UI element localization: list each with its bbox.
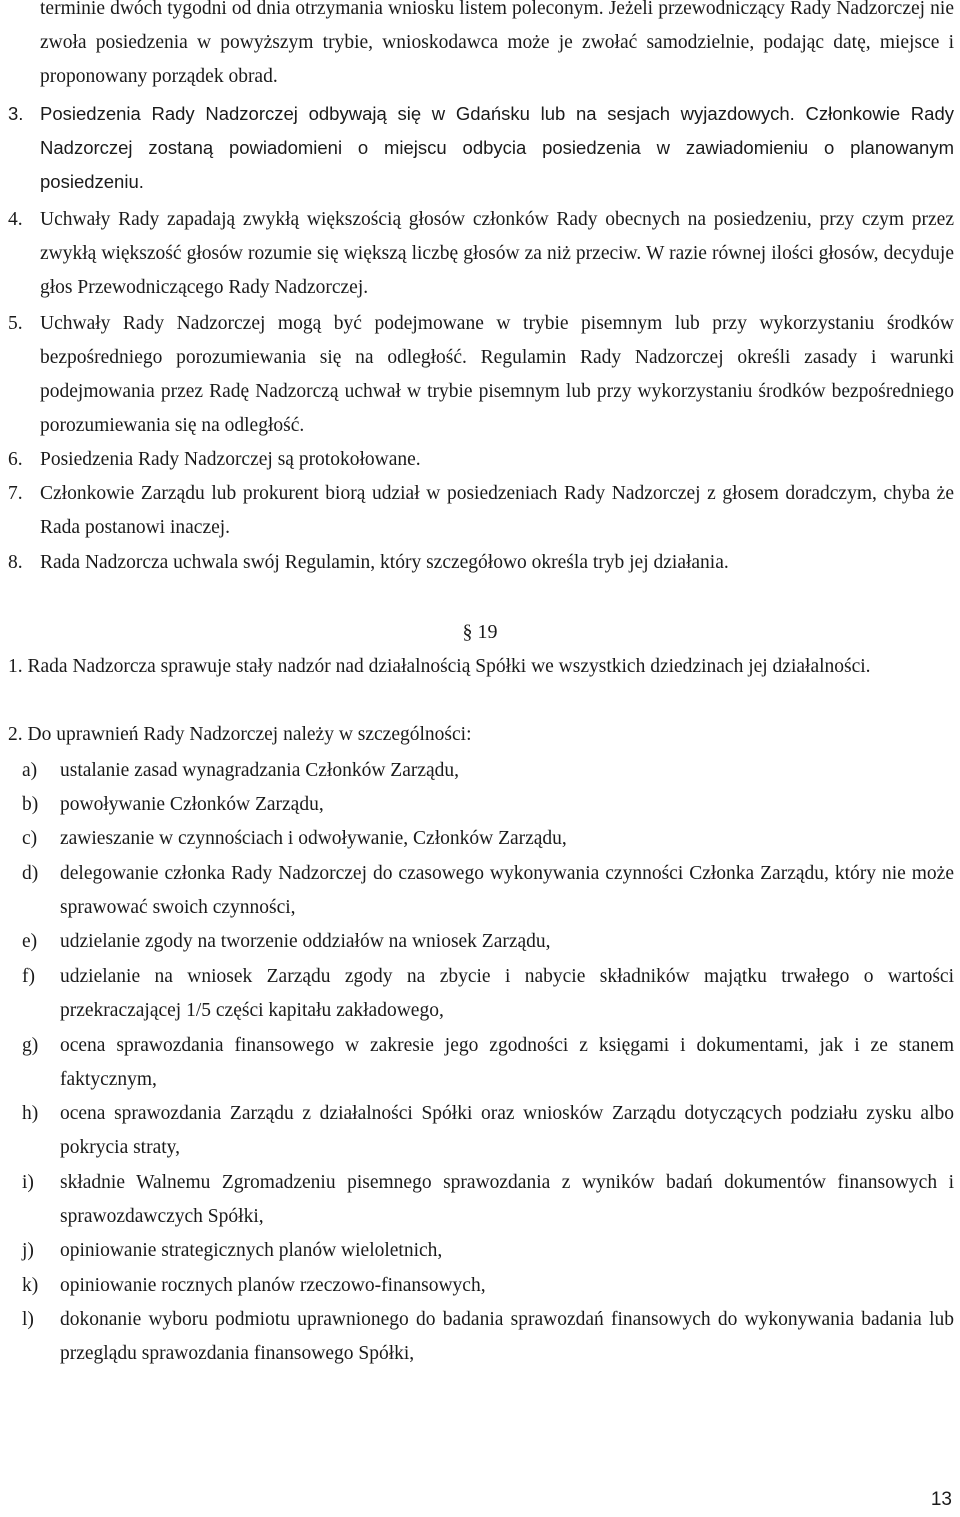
list-item-text: udzielanie zgody na tworzenie oddziałów na wniosek Zarządu, [60, 931, 551, 952]
list-item-text: ustalanie zasad wynagradzania Członków Zarządu, [60, 760, 460, 781]
list-item-k [22, 1269, 954, 1303]
list-item-text: opiniowanie rocznych planów rzeczowo-finansowych, [60, 1275, 486, 1296]
point-number: 8. [8, 552, 23, 573]
list-item-text: ocena sprawozdania Zarządu z działalności Spółki oraz wniosków Zarządu dotyczących podziału zysku albo pokrycia straty, [60, 1103, 954, 1158]
page-number: 13 [930, 1489, 952, 1510]
list-item-text: delegowanie członka Rady Nadzorczej do czasowego wykonywania czynności Członka Zarządu, który nie może sprawować swoich czynności, [60, 863, 954, 918]
list-marker: d) [22, 863, 39, 884]
point-3 [8, 97, 954, 199]
list-item-j [22, 1234, 954, 1268]
point-number: 7. [8, 483, 23, 504]
paragraph-text: 1. Rada Nadzorcza sprawuje stały nadzór nad działalnością Spółki we wszystkich dziedzinach jej działalności. [8, 656, 871, 677]
list-marker: f) [22, 966, 35, 987]
point-number: 6. [8, 449, 23, 470]
section-paragraph-2 [8, 718, 954, 752]
paragraph-text: 2. Do uprawnień Rady Nadzorczej należy w szczególności: [8, 724, 472, 745]
list-item-l [22, 1303, 954, 1371]
list-marker: e) [22, 931, 38, 952]
point-text: Rada Nadzorcza uchwala swój Regulamin, który szczegółowo określa tryb jej działania. [40, 552, 729, 573]
continuation-text: terminie dwóch tygodni od dnia otrzymania wniosku listem poleconym. Jeżeli przewodniczący Rady Nadzorczej nie zwoła posiedzenia w powyższym trybie, wnioskodawca może je zwołać samodzielnie, podając datę, miejsce i proponowany porządek obrad. [40, 0, 954, 87]
list-item-text: zawieszanie w czynnościach i odwoływanie, Członków Zarządu, [60, 828, 567, 849]
list-item-c [22, 822, 954, 856]
point-text: Posiedzenia Rady Nadzorczej są protokołowane. [40, 449, 421, 470]
section-paragraph-1 [8, 650, 954, 684]
point-text: Uchwały Rady zapadają zwykłą większością głosów członków Rady obecnych na posiedzeniu, przy czym przez zwykłą większość głosów rozumie się większą liczbę głosów za niż przeciw. W razie równej ilości głosów, decyduje głos Przewodniczącego Rady Nadzorczej. [40, 209, 954, 298]
list-marker: i) [22, 1172, 34, 1193]
list-item-i [22, 1166, 954, 1234]
list-item-g [22, 1029, 954, 1097]
list-marker: h) [22, 1103, 39, 1124]
point-number: 4. [8, 209, 23, 230]
list-item-text: udzielanie na wniosek Zarządu zgody na zbycie i nabycie składników majątku trwałego o wartości przekraczającej 1/5 części kapitału zakładowego, [60, 966, 954, 1021]
list-item-a [22, 754, 954, 788]
section-heading: § 19 [462, 621, 498, 643]
list-marker: j) [22, 1240, 34, 1261]
point-8 [8, 546, 954, 580]
point-text: Uchwały Rady Nadzorczej mogą być podejmowane w trybie pisemnym lub przy wykorzystaniu środków bezpośredniego porozumiewania się na odległość. Regulamin Rady Nadzorczej określi zasady i warunki podejmowania przez Radę Nadzorczą uchwał w trybie pisemnym lub przy wykorzystaniu środków bezpośredniego porozumiewania się na odległość. [40, 313, 954, 436]
point-text: Posiedzenia Rady Nadzorczej odbywają się w Gdańsku lub na sesjach wyjazdowych. Członkowie Rady Nadzorczej zostaną powiadomieni o miejscu odbycia posiedzenia w zawiadomieniu o planowanym posiedzeniu. [40, 103, 954, 192]
point-6 [8, 443, 954, 477]
point-7 [8, 477, 954, 545]
list-item-b [22, 788, 954, 822]
point-number: 5. [8, 313, 23, 334]
list-marker: k) [22, 1275, 39, 1296]
point-text: Członkowie Zarządu lub prokurent biorą udział w posiedzeniach Rady Nadzorczej z głosem doradczym, chyba że Rada postanowi inaczej. [40, 483, 954, 538]
list-item-text: opiniowanie strategicznych planów wieloletnich, [60, 1240, 443, 1261]
list-item-f [22, 960, 954, 1028]
list-item-h [22, 1097, 954, 1165]
continuation-paragraph [40, 0, 954, 94]
point-4 [8, 203, 954, 305]
point-number: 3. [8, 103, 24, 124]
list-item-text: ocena sprawozdania finansowego w zakresie jego zgodności z księgami i dokumentami, jak i ze stanem faktycznym, [60, 1035, 954, 1090]
point-5 [8, 307, 954, 443]
list-marker: g) [22, 1035, 39, 1056]
list-item-text: składnie Walnemu Zgromadzeniu pisemnego sprawozdania z wyników badań dokumentów finansowych i sprawozdawczych Spółki, [60, 1172, 954, 1227]
list-marker: c) [22, 828, 38, 849]
list-marker: a) [22, 760, 38, 781]
list-item-text: dokonanie wyboru podmiotu uprawnionego do badania sprawozdań finansowych do wykonywania badania lub przeglądu sprawozdania finansowego Spółki, [60, 1309, 954, 1364]
list-marker: l) [22, 1309, 34, 1330]
list-item-d [22, 857, 954, 925]
list-item-text: powoływanie Członków Zarządu, [60, 794, 324, 815]
list-item-e [22, 925, 954, 959]
list-marker: b) [22, 794, 39, 815]
